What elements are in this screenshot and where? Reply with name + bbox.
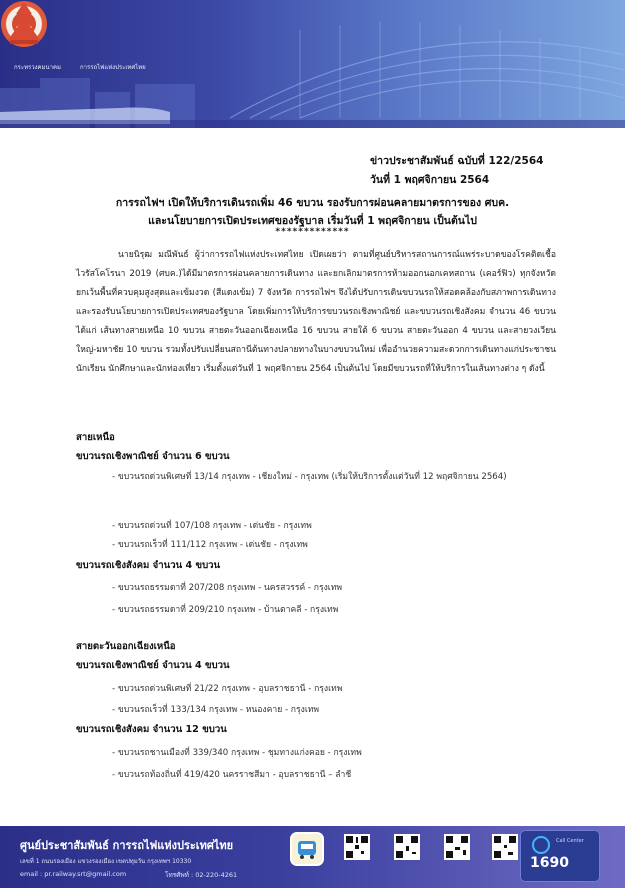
headline-line1: การรถไฟฯ เปิดให้บริการเดินรถเพิ่ม 46 ขบวน รองรับการผ่อนคลายมาตรการของ ศบค. [115, 197, 510, 209]
srt-emblem-icon [0, 0, 48, 48]
srt-caption: การรถไฟแห่งประเทศไทย [80, 64, 146, 71]
northeast-commercial-item-2: - ขบวนรถเร็วที่ 133/134 กรุงเทพ - หนองคาย - กรุงเทพ [112, 705, 320, 715]
northeast-commercial-title: ขบวนรถเชิงพาณิชย์ จำนวน 4 ขบวน [76, 660, 230, 671]
northeast-social-item-1: - ขบวนรถชานเมืองที่ 339/340 กรุงเทพ - ชุมทางแก่งคอย - กรุงเทพ [112, 748, 362, 758]
press-release [0, 128, 625, 826]
qr-code-icon[interactable] [492, 834, 518, 860]
footer-title: ศูนย์ประชาสัมพันธ์ การรถไฟแห่งประเทศไทย [20, 839, 234, 852]
north-commercial-item-1: - ขบวนรถด่วนพิเศษที่ 13/14 กรุงเทพ - เชียงใหม่ - กรุงเทพ (เริ่มให้บริการตั้งแต่วันที่ 12 พฤศจิกายน 2564) [112, 472, 507, 482]
release-date: วันที่ 1 พฤศจิกายน 2564 [370, 174, 490, 186]
northeast-social-item-2: - ขบวนรถท้องถิ่นที่ 419/420 นครราชสีมา - อุบลราชธานี – ลำชี [112, 770, 352, 780]
north-social-item-2: - ขบวนรถธรรมดาที่ 209/210 กรุงเทพ - บ้านตาคลี - กรุงเทพ [112, 605, 339, 615]
header-banner [0, 0, 625, 128]
call-center-label: Call Center [556, 838, 584, 844]
northeast-social-title: ขบวนรถเชิงสังคม จำนวน 12 ขบวน [76, 724, 227, 735]
north-social-item-1: - ขบวนรถธรรมดาที่ 207/208 กรุงเทพ - นครสวรรค์ - กรุงเทพ [112, 583, 343, 593]
qr-code-icon[interactable] [444, 834, 470, 860]
phone-icon [532, 836, 550, 854]
qr-code-icon[interactable] [394, 834, 420, 860]
north-commercial-title: ขบวนรถเชิงพาณิชย์ จำนวน 6 ขบวน [76, 451, 230, 462]
section-north-title: สายเหนือ [76, 432, 115, 443]
northeast-commercial-item-1: - ขบวนรถด่วนพิเศษที่ 21/22 กรุงเทพ - อุบลราชธานี - กรุงเทพ [112, 684, 343, 694]
ministry-caption: กระทรวงคมนาคม [14, 64, 61, 71]
separator-stars: ************* [275, 227, 350, 237]
call-center-number[interactable]: 1690 [530, 855, 569, 871]
north-commercial-item-2: - ขบวนรถด่วนที่ 107/108 กรุงเทพ - เด่นชัย - กรุงเทพ [112, 521, 312, 531]
qr-code-icon[interactable] [344, 834, 370, 860]
north-commercial-item-3: - ขบวนรถเร็วที่ 111/112 กรุงเทพ - เด่นชัย - กรุงเทพ [112, 540, 308, 550]
headline-line2: และนโยบายการเปิดประเทศของรัฐบาล เริ่มวันที่ 1 พฤศจิกายน เป็นต้นไป [148, 215, 477, 227]
north-social-title: ขบวนรถเชิงสังคม จำนวน 4 ขบวน [76, 560, 221, 571]
section-northeast-title: สายตะวันออกเฉียงเหนือ [76, 641, 176, 652]
footer-address: เลขที่ 1 ถนนรองเมือง แขวงรองเมือง เขตปทุมวัน กรุงเทพฯ 10330 [20, 858, 192, 865]
app-icon[interactable] [290, 832, 324, 866]
footer-email[interactable]: email : pr.railway.srt@gmail.com [20, 870, 127, 878]
body-paragraph: นายนิรุฒ มณีพันธ์ ผู้ว่าการรถไฟแห่งประเทศไทย เปิดเผยว่า ตามที่ศูนย์บริหารสถานการณ์แพร่ระบาดของโรคติดเชื้อไวรัสโคโรนา 2019 (ศบค.)ได้มีมาตรการผ่อนคลายการเดินทาง และยกเลิกมาตรการห้ามออกนอกเคหสถาน (เคอร์ฟิว) ทุกจังหวัด ยกเว้นพื้นที่ควบคุมสูงสุดและเข้มงวด (สีแดงเข้ม) 7 จังหวัด การรถไฟฯ จึงได้ปรับการเดินขบวนรถให้สอดคล้องกับสภาพการเดินทางและรองรับนโยบายการเปิดประเทศของรัฐบาล โดยเพิ่มการให้บริการขบวนรถเชิงพาณิชย์ และขบวนรถเชิงสังคม จำนวน 46 ขบวน ได้แก่ เส้นทางสายเหนือ 10 ขบวน สายตะวันออกเฉียงเหนือ 16 ขบวน สายใต้ 6 ขบวน สายตะวันออก 4 ขบวน และสายวงเวียนใหญ่-มหาชัย 10 ขบวน รวมทั้งปรับเปลี่ยนสถานีต้นทางปลายทางในบางขบวนใหม่ เพื่ออำนวยความสะดวกการเดินทางแก่ประชาชน นักเรียน นักศึกษาและนักท่องเที่ยว เริ่มตั้งแต่วันที่ 1 พฤศจิกายน 2564 เป็นต้นไป โดยมีขบวนรถที่ให้บริการในเส้นทางต่าง ๆ ดังนี้ [76, 250, 556, 374]
footer-phone[interactable]: โทรศัพท์ : 02-220-4261 [165, 871, 238, 879]
release-number: ข่าวประชาสัมพันธ์ ฉบับที่ 122/2564 [370, 155, 544, 167]
footer-bar [0, 826, 625, 888]
